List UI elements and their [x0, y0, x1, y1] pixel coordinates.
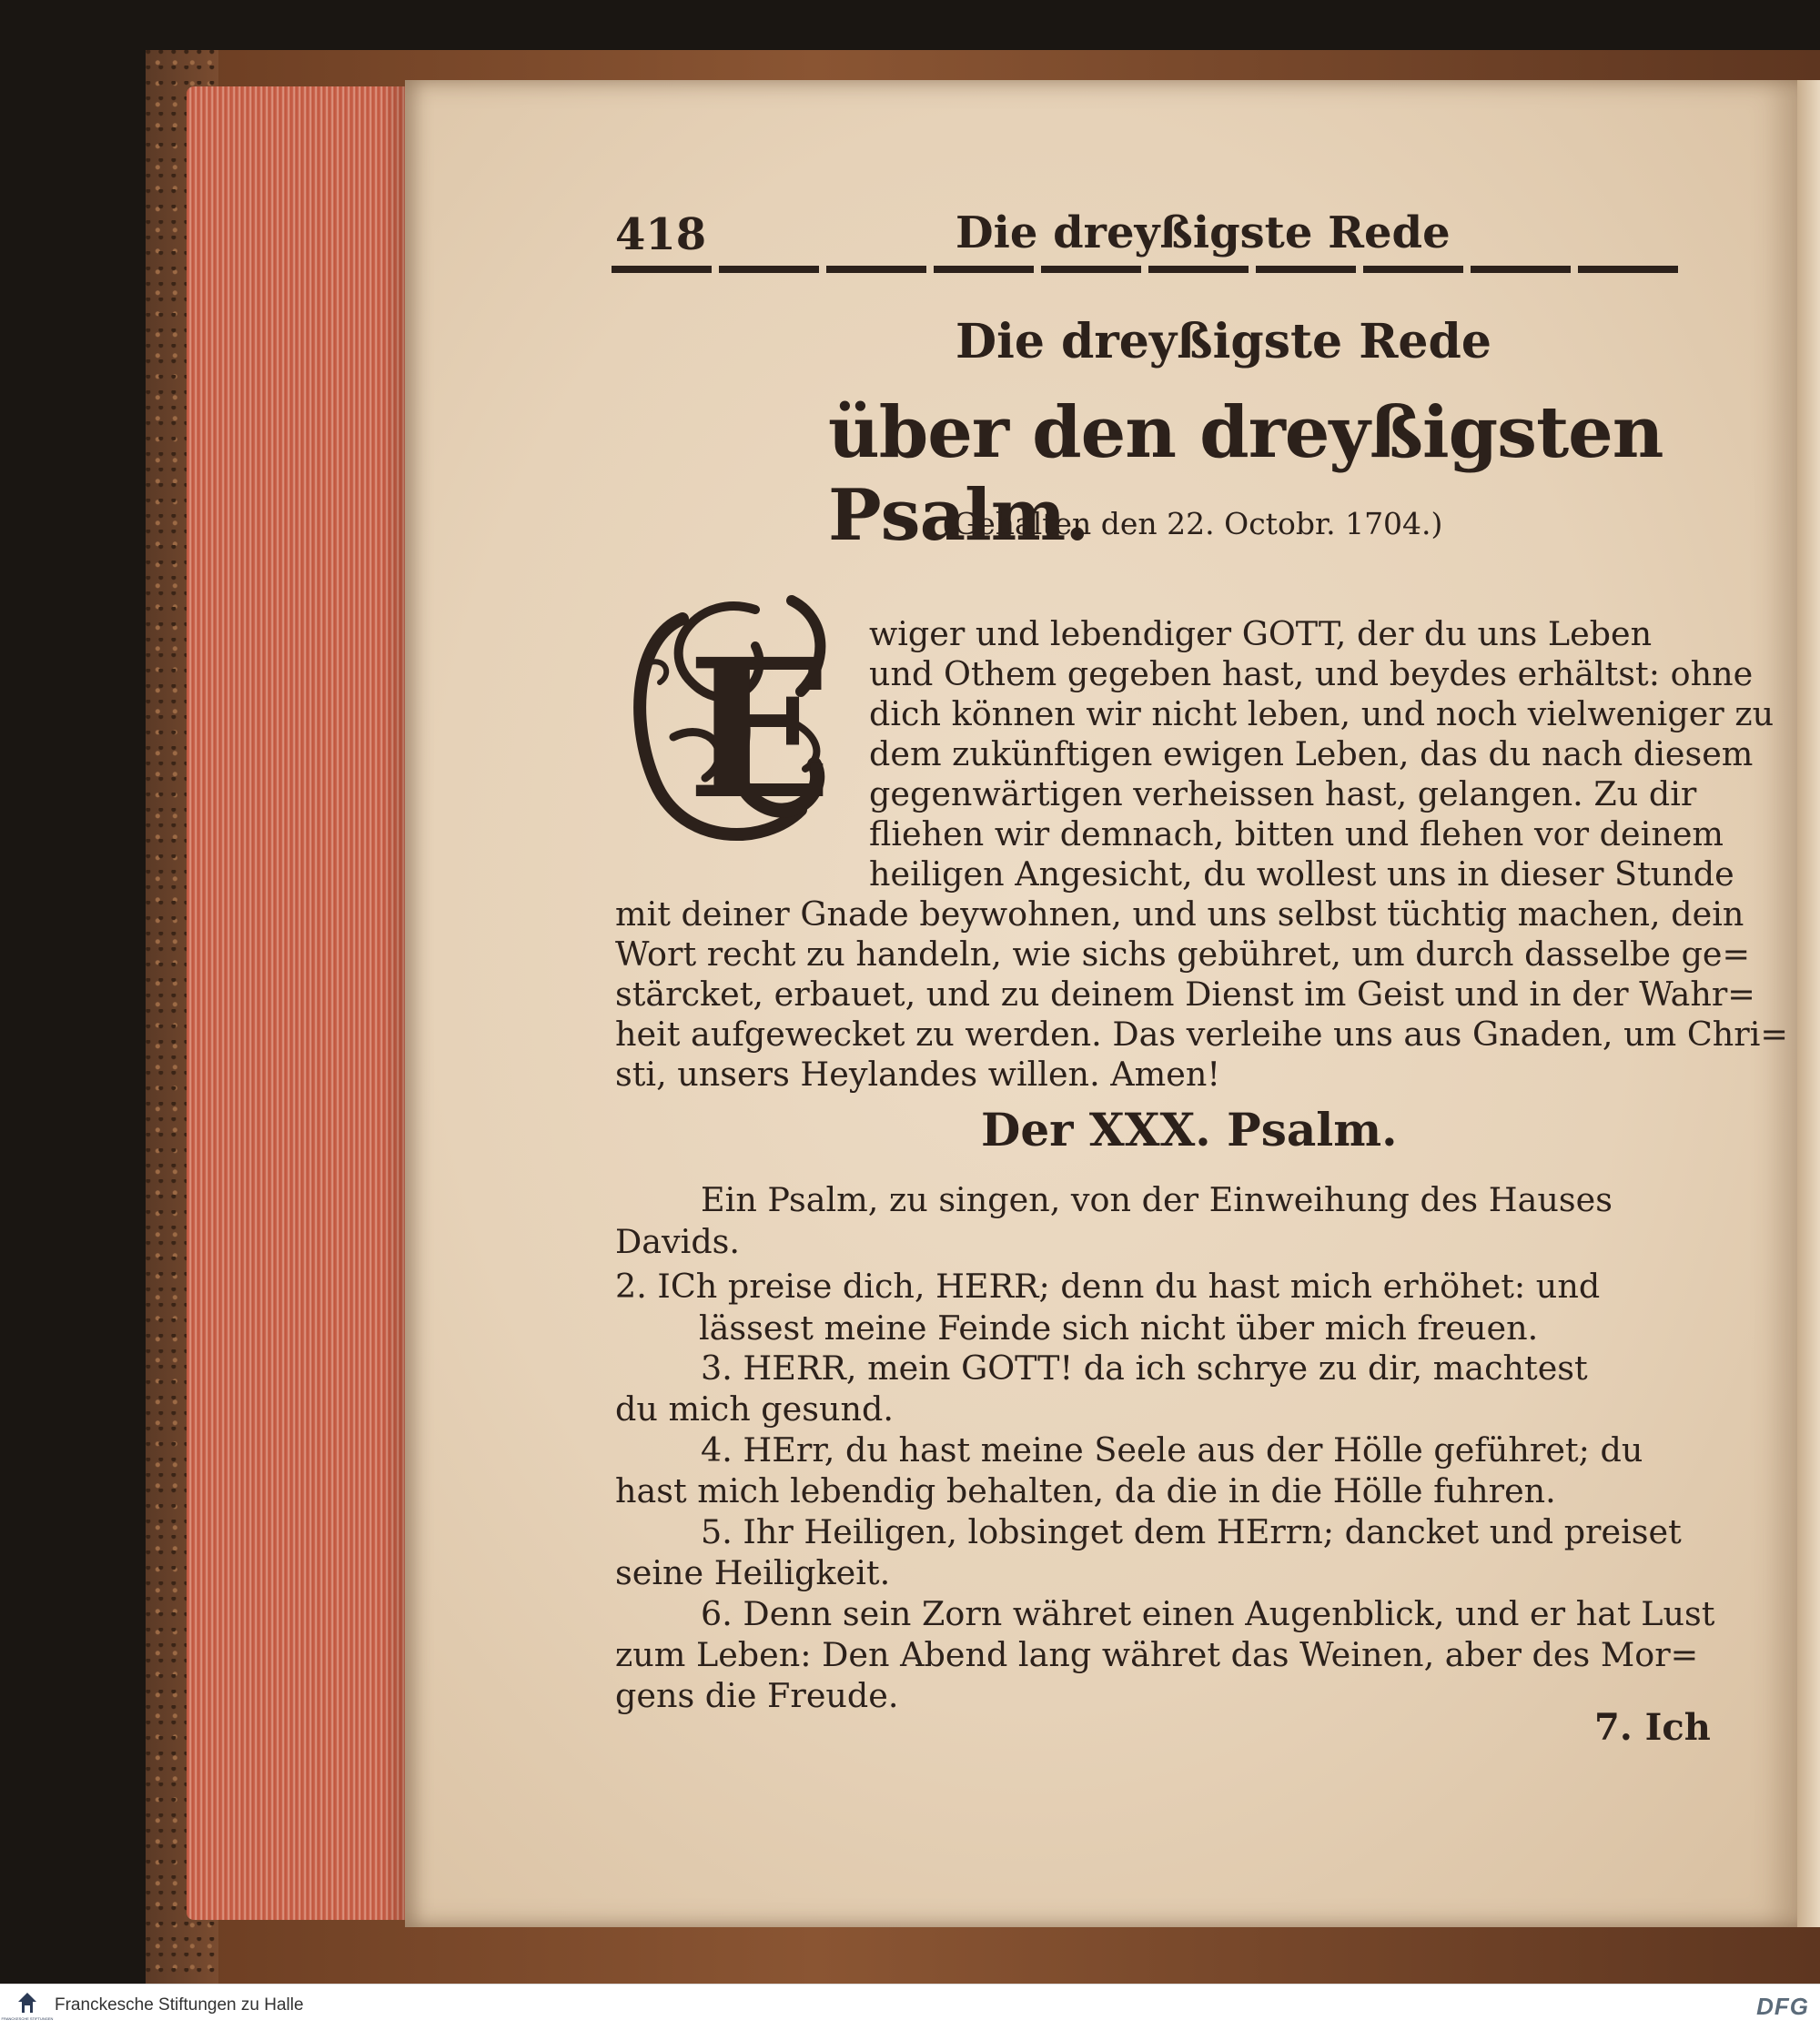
sermon-date: (Gehalten den 22. Octobr. 1704.): [942, 506, 1443, 541]
drop-cap-ornament: [619, 582, 860, 855]
prayer-line: gegenwärtigen verheissen hast, gelangen. Zu dir: [869, 774, 1697, 813]
institution-name: Franckesche Stiftungen zu Halle: [55, 1995, 304, 2015]
prayer-line: dem zukünftigen ewigen Leben, das du nach diesem: [869, 734, 1754, 773]
drop-cap-letter: E: [687, 617, 834, 842]
psalm-line: lässest meine Feinde sich nicht über mich freuen.: [699, 1308, 1539, 1348]
page-number: 418: [615, 209, 707, 260]
prayer-line: mit deiner Gnade beywohnen, und uns selbst tüchtig machen, dein: [615, 894, 1744, 934]
header-rule: [612, 266, 1685, 273]
prayer-line: dich können wir nicht leben, und noch vielweniger zu: [869, 694, 1774, 733]
psalm-line: 6. Denn sein Zorn währet einen Augenblick, und er hat Lust: [701, 1594, 1715, 1633]
psalm-line: gens die Freude.: [615, 1676, 899, 1715]
prayer-line: Wort recht zu handeln, wie sichs gebühret, um durch dasselbe ge=: [615, 934, 1751, 974]
sermon-title: Die dreyßigste Rede: [956, 314, 1491, 369]
dfg-logo: DFG: [1756, 1993, 1809, 2020]
psalm-line: hast mich lebendig behalten, da die in die Hölle fuhren.: [615, 1471, 1556, 1510]
psalm-line: 4. HErr, du hast meine Seele aus der Hölle geführet; du: [701, 1430, 1643, 1469]
prayer-line: sti, unsers Heylandes willen. Amen!: [615, 1055, 1221, 1094]
psalm-line: Davids.: [615, 1222, 741, 1261]
prayer-line: heit aufgewecket zu werden. Das verleihe uns aus Gnaden, um Chri=: [615, 1015, 1788, 1054]
sermon-subtitle: über den dreyßigsten Psalm.: [828, 391, 1663, 557]
prayer-line: stärcket, erbauet, und zu deinem Dienst im Geist und in der Wahr=: [615, 975, 1755, 1014]
svg-text:FRANCKESCHE STIFTUNGEN: FRANCKESCHE STIFTUNGEN: [1, 2016, 54, 2021]
running-title: Die dreyßigste Rede: [956, 207, 1451, 258]
psalm-line: Ein Psalm, zu singen, von der Einweihung des Hauses: [701, 1180, 1613, 1219]
psalm-line: 2. ICh preise dich, HERR; denn du hast mich erhöhet: und: [615, 1267, 1601, 1306]
psalm-line: 3. HERR, mein GOTT! da ich schrye zu dir, machtest: [701, 1348, 1588, 1388]
catchword: 7. Ich: [1594, 1706, 1711, 1749]
institution-logo-icon: [1, 1989, 54, 2025]
prayer-line: und Othem gegeben hast, und beydes erhältst: ohne: [869, 654, 1754, 693]
psalm-line: zum Leben: Den Abend lang währet das Weinen, aber des Mor=: [615, 1635, 1699, 1674]
psalm-line: 5. Ihr Heiligen, lobsinget dem HErrn; dancket und preiset: [701, 1512, 1682, 1551]
prayer-line: fliehen wir demnach, bitten und flehen vor deinem: [869, 814, 1724, 853]
psalm-heading: Der XXX. Psalm.: [981, 1103, 1398, 1156]
prayer-line: wiger und lebendiger GOTT, der du uns Leben: [869, 614, 1653, 653]
psalm-line: seine Heiligkeit.: [615, 1553, 891, 1592]
psalm-line: du mich gesund.: [615, 1389, 894, 1429]
prayer-line: heiligen Angesicht, du wollest uns in dieser Stunde: [869, 854, 1734, 894]
